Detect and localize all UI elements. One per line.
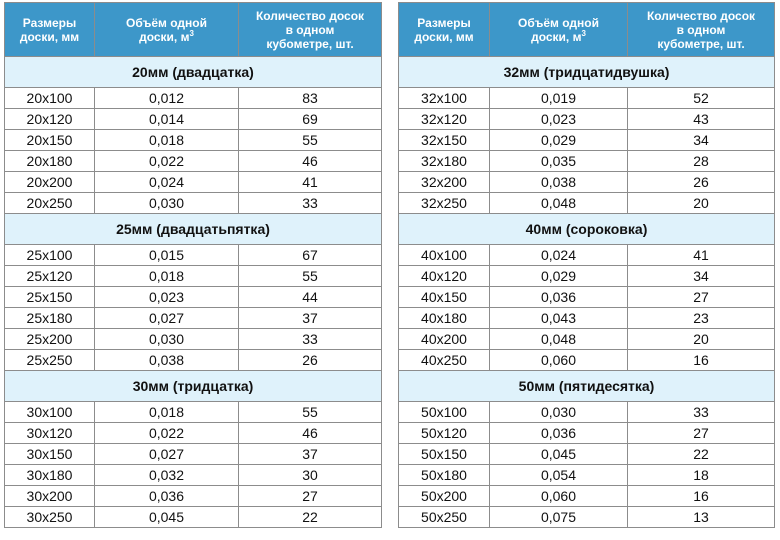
table-row xyxy=(5,350,382,371)
cell-size: 32x200 xyxy=(399,172,490,193)
table-row xyxy=(399,266,775,287)
cell-volume: 0,014 xyxy=(95,109,239,130)
cell-size: 50x180 xyxy=(399,465,490,486)
cell-count: 52 xyxy=(628,88,775,109)
cell-volume: 0,054 xyxy=(490,465,628,486)
cell-volume: 0,023 xyxy=(490,109,628,130)
cell-size: 20x200 xyxy=(5,172,95,193)
table-row xyxy=(5,193,382,214)
cell-count: 33 xyxy=(628,402,775,423)
cell-volume: 0,027 xyxy=(95,444,239,465)
cell-size: 30x250 xyxy=(5,507,95,528)
table-row xyxy=(399,486,775,507)
table-header-row xyxy=(399,3,775,57)
cell-count: 22 xyxy=(628,444,775,465)
table-header-row xyxy=(5,3,382,57)
cell-count: 30 xyxy=(239,465,382,486)
cell-count: 28 xyxy=(628,151,775,172)
cell-count: 16 xyxy=(628,486,775,507)
cell-count: 37 xyxy=(239,308,382,329)
cell-count: 20 xyxy=(628,193,775,214)
right-board-table xyxy=(398,2,775,528)
cell-count: 27 xyxy=(239,486,382,507)
cell-volume: 0,048 xyxy=(490,193,628,214)
table-row xyxy=(399,151,775,172)
cell-count: 34 xyxy=(628,266,775,287)
table-row xyxy=(399,88,775,109)
table-row xyxy=(399,350,775,371)
cell-count: 27 xyxy=(628,287,775,308)
section-title: 30мм (тридцатка) xyxy=(5,371,382,402)
cell-count: 67 xyxy=(239,245,382,266)
cell-count: 41 xyxy=(628,245,775,266)
cell-size: 30x180 xyxy=(5,465,95,486)
header-count: Количество досок в одном кубометре, шт. xyxy=(628,3,775,57)
cell-volume: 0,018 xyxy=(95,402,239,423)
cell-size: 50x150 xyxy=(399,444,490,465)
table-row xyxy=(399,507,775,528)
cell-count: 46 xyxy=(239,151,382,172)
table-row xyxy=(5,402,382,423)
table-row xyxy=(5,444,382,465)
section-header-row xyxy=(5,57,382,88)
cell-size: 30x100 xyxy=(5,402,95,423)
section-title: 50мм (пятидесятка) xyxy=(399,371,775,402)
cell-size: 30x120 xyxy=(5,423,95,444)
cell-volume: 0,045 xyxy=(490,444,628,465)
table-row xyxy=(5,486,382,507)
cell-volume: 0,023 xyxy=(95,287,239,308)
table-row xyxy=(5,308,382,329)
cell-size: 32x180 xyxy=(399,151,490,172)
cell-size: 25x200 xyxy=(5,329,95,350)
cell-size: 40x100 xyxy=(399,245,490,266)
cell-size: 20x120 xyxy=(5,109,95,130)
cell-size: 32x150 xyxy=(399,130,490,151)
cell-volume: 0,032 xyxy=(95,465,239,486)
cell-count: 33 xyxy=(239,329,382,350)
cell-count: 46 xyxy=(239,423,382,444)
cell-volume: 0,027 xyxy=(95,308,239,329)
cell-count: 20 xyxy=(628,329,775,350)
section-header-row xyxy=(5,214,382,245)
left-board-table xyxy=(4,2,382,528)
cell-size: 40x150 xyxy=(399,287,490,308)
cell-size: 30x150 xyxy=(5,444,95,465)
cell-count: 33 xyxy=(239,193,382,214)
cell-count: 26 xyxy=(239,350,382,371)
cell-size: 20x100 xyxy=(5,88,95,109)
cell-volume: 0,075 xyxy=(490,507,628,528)
section-title: 32мм (тридцатидвушка) xyxy=(399,57,775,88)
table-row xyxy=(5,130,382,151)
cell-volume: 0,022 xyxy=(95,151,239,172)
cell-size: 50x120 xyxy=(399,423,490,444)
table-row xyxy=(399,402,775,423)
cell-count: 83 xyxy=(239,88,382,109)
table-row xyxy=(399,329,775,350)
table-row xyxy=(5,266,382,287)
cell-count: 27 xyxy=(628,423,775,444)
cell-volume: 0,036 xyxy=(490,423,628,444)
cell-count: 23 xyxy=(628,308,775,329)
table-row xyxy=(5,109,382,130)
table-row xyxy=(5,287,382,308)
cell-volume: 0,038 xyxy=(95,350,239,371)
table-row xyxy=(399,308,775,329)
cell-size: 40x180 xyxy=(399,308,490,329)
cell-count: 22 xyxy=(239,507,382,528)
cell-size: 25x150 xyxy=(5,287,95,308)
table-row xyxy=(5,245,382,266)
cell-size: 50x200 xyxy=(399,486,490,507)
section-header-row xyxy=(399,57,775,88)
section-header-row xyxy=(399,214,775,245)
section-title: 40мм (сороковка) xyxy=(399,214,775,245)
cell-count: 55 xyxy=(239,130,382,151)
cell-size: 20x250 xyxy=(5,193,95,214)
cell-size: 25x120 xyxy=(5,266,95,287)
right-table-body xyxy=(399,57,775,528)
table-row xyxy=(399,465,775,486)
section-title: 25мм (двадцатьпятка) xyxy=(5,214,382,245)
table-row xyxy=(399,130,775,151)
cell-size: 32x250 xyxy=(399,193,490,214)
cell-volume: 0,048 xyxy=(490,329,628,350)
cell-volume: 0,024 xyxy=(490,245,628,266)
cell-volume: 0,035 xyxy=(490,151,628,172)
table-row xyxy=(5,151,382,172)
table-row xyxy=(5,172,382,193)
cell-size: 40x250 xyxy=(399,350,490,371)
cell-volume: 0,024 xyxy=(95,172,239,193)
cell-count: 41 xyxy=(239,172,382,193)
cell-size: 50x250 xyxy=(399,507,490,528)
cell-count: 37 xyxy=(239,444,382,465)
cell-volume: 0,029 xyxy=(490,130,628,151)
table-row xyxy=(5,88,382,109)
table-row xyxy=(5,329,382,350)
table-row xyxy=(5,423,382,444)
section-title: 20мм (двадцатка) xyxy=(5,57,382,88)
section-header-row xyxy=(399,371,775,402)
cell-count: 26 xyxy=(628,172,775,193)
left-table-body xyxy=(5,57,382,528)
cell-count: 69 xyxy=(239,109,382,130)
cell-count: 55 xyxy=(239,266,382,287)
cell-volume: 0,030 xyxy=(490,402,628,423)
header-volume: Объём одной доски, $м^3$ xyxy=(490,3,628,57)
cell-volume: 0,043 xyxy=(490,308,628,329)
cell-volume: 0,022 xyxy=(95,423,239,444)
table-row xyxy=(399,193,775,214)
section-header-row xyxy=(5,371,382,402)
header-volume: Объём одной доски, $м^3$ xyxy=(95,3,239,57)
cell-count: 13 xyxy=(628,507,775,528)
table-row xyxy=(5,465,382,486)
cell-volume: 0,012 xyxy=(95,88,239,109)
cell-volume: 0,036 xyxy=(490,287,628,308)
cell-volume: 0,060 xyxy=(490,350,628,371)
cell-count: 55 xyxy=(239,402,382,423)
table-row xyxy=(5,507,382,528)
cell-volume: 0,030 xyxy=(95,193,239,214)
cell-size: 40x200 xyxy=(399,329,490,350)
cell-volume: 0,029 xyxy=(490,266,628,287)
cell-size: 32x100 xyxy=(399,88,490,109)
cell-size: 50x100 xyxy=(399,402,490,423)
cell-count: 16 xyxy=(628,350,775,371)
cell-volume: 0,045 xyxy=(95,507,239,528)
header-size: Размеры доски, мм xyxy=(399,3,490,57)
cell-volume: 0,018 xyxy=(95,130,239,151)
cell-volume: 0,036 xyxy=(95,486,239,507)
header-count: Количество досок в одном кубометре, шт. xyxy=(239,3,382,57)
cell-size: 25x100 xyxy=(5,245,95,266)
cell-volume: 0,019 xyxy=(490,88,628,109)
cell-size: 25x250 xyxy=(5,350,95,371)
cell-count: 43 xyxy=(628,109,775,130)
cell-volume: 0,015 xyxy=(95,245,239,266)
cell-size: 20x150 xyxy=(5,130,95,151)
cell-size: 30x200 xyxy=(5,486,95,507)
table-row xyxy=(399,423,775,444)
table-row xyxy=(399,245,775,266)
cell-volume: 0,030 xyxy=(95,329,239,350)
cell-size: 20x180 xyxy=(5,151,95,172)
cell-size: 40x120 xyxy=(399,266,490,287)
header-size: Размеры доски, мм xyxy=(5,3,95,57)
cell-size: 25x180 xyxy=(5,308,95,329)
table-row xyxy=(399,287,775,308)
cell-size: 32x120 xyxy=(399,109,490,130)
table-row xyxy=(399,444,775,465)
table-row xyxy=(399,109,775,130)
cell-volume: 0,038 xyxy=(490,172,628,193)
cell-volume: 0,060 xyxy=(490,486,628,507)
cell-volume: 0,018 xyxy=(95,266,239,287)
cell-count: 18 xyxy=(628,465,775,486)
cell-count: 34 xyxy=(628,130,775,151)
cell-count: 44 xyxy=(239,287,382,308)
table-row xyxy=(399,172,775,193)
